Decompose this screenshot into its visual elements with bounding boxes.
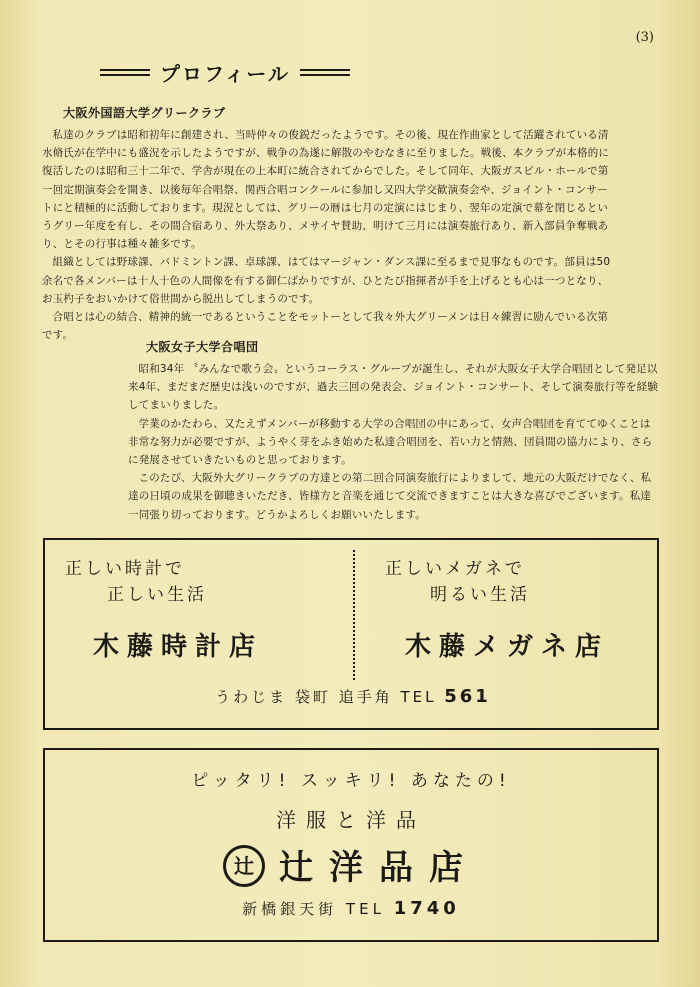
club2-body bbox=[128, 360, 660, 524]
store-name: 辻洋品店 bbox=[279, 848, 479, 888]
clothing-contact bbox=[45, 898, 657, 919]
watch-shop-name: 木藤時計店 bbox=[93, 632, 264, 662]
shop-tel: 561 bbox=[444, 686, 491, 707]
clothing-tagline: ピッタリ! スッキリ! あなたの! bbox=[191, 771, 511, 791]
shop-address-text: うわじま 袋町 追手角 TEL bbox=[215, 688, 437, 706]
glasses-slogan-2: 明るい生活 bbox=[430, 585, 530, 605]
store-logo-mark: 辻 bbox=[223, 845, 265, 887]
glasses-slogan-1: 正しいメガネで bbox=[385, 559, 525, 579]
club2-title: 大阪女子大学合唱団 bbox=[146, 340, 259, 354]
watch-slogan-1: 正しい時計で bbox=[65, 559, 185, 579]
club1-body bbox=[42, 126, 614, 344]
heading-title: プロフィール bbox=[160, 62, 290, 86]
club1-title: 大阪外国語大学グリークラブ bbox=[63, 106, 226, 120]
clothing-advertisement bbox=[43, 748, 659, 942]
shop-address bbox=[45, 686, 661, 707]
club1-paragraph: 合唱とは心の結合、精神的統一であるということをモットーとして我々外大グリーメンは日々練習に励んでいる次第です。 bbox=[42, 311, 609, 342]
clothing-address: 新橋銀天街 TEL bbox=[242, 900, 385, 918]
watch-slogan-2: 正しい生活 bbox=[107, 585, 207, 605]
glasses-shop-name: 木藤メガネ店 bbox=[405, 632, 610, 662]
page-number: (3) bbox=[635, 30, 654, 45]
clothing-goods: 洋服と洋品 bbox=[276, 808, 426, 832]
heading-rule-right bbox=[300, 69, 350, 76]
club2-paragraph: 昭和34年 〝みんなで歌う会〟というコーラス・グループが誕生し、それが大阪女子大学合唱団として発足以来4年、まだまだ歴史は浅いのですが、過去三回の発表会、ジョイント・コンサート、そして演奏旅行等を経験してまいりました。 bbox=[128, 363, 659, 412]
section-heading bbox=[100, 58, 350, 87]
club1-paragraph: 私達のクラブは昭和初年に創建され、当時仲々の俊鋭だったようです。その後、現在作曲家として活躍されている清水脩氏が在学中にも盛況を示したようですが、戦争の為遂に解散のやむなきに至りました。戦後、本クラブが本格的に復活したのは昭和三十二年で、学舎が現在の上本町に統合されてからでした。そして同年、大阪ガスビル・ホールで第一回定期演奏会を開き、以後毎年合唱祭、関西合唱コンクールに参加し又四大学交歓演奏会や、ジョイント・コンサートにと積極的に活動しております。現況としては、グリーの暦は七月の定演にはじまり、翌年の定演で幕を閉じるというグリー年度を有し、その間合宿あり、外大祭あり、メサイヤ賛助、明けて三月には演奏旅行あり、新入部員争奪戦あり、とその行事は種々雑多です。 bbox=[42, 129, 610, 251]
heading-rule-left bbox=[100, 69, 150, 76]
ad-divider bbox=[353, 550, 355, 680]
clothing-store bbox=[45, 840, 657, 891]
club1-paragraph: 組織としては野球課、バドミントン課、卓球課、はてはマージャン・ダンス課に至るまで見事なものです。部員は50余名で各メンバーは十人十色の人間像を有する御仁ばかりですが、ひとたび指揮者が手を上げるとも心は一つとなり、お玉杓子をおいかけて俗世間から脱出してしまうのです。 bbox=[42, 256, 611, 305]
club2-paragraph: このたび、大阪外大グリークラブの方達との第二回合同演奏旅行によりまして、地元の大阪だけでなく、私達の日頃の成果を御聴きいただき、皆様方と音楽を通じて交流できますことは大きな喜びでございます。私達一同張り切っております。どうかよろしくお願いいたします。 bbox=[128, 472, 652, 521]
watch-glasses-advertisement bbox=[43, 538, 659, 730]
club2-paragraph: 学業のかたわら、又たえずメンバーが移動する大学の合唱団の中にあって、女声合唱団を育ててゆくことは非常な努力が必要ですが、ようやく芽をふき始めた私達合唱団を、若い力と情熱、団員間の協力により、さらに発展させていきたいものと思っております。 bbox=[128, 417, 653, 467]
clothing-tel: 1740 bbox=[393, 898, 460, 919]
